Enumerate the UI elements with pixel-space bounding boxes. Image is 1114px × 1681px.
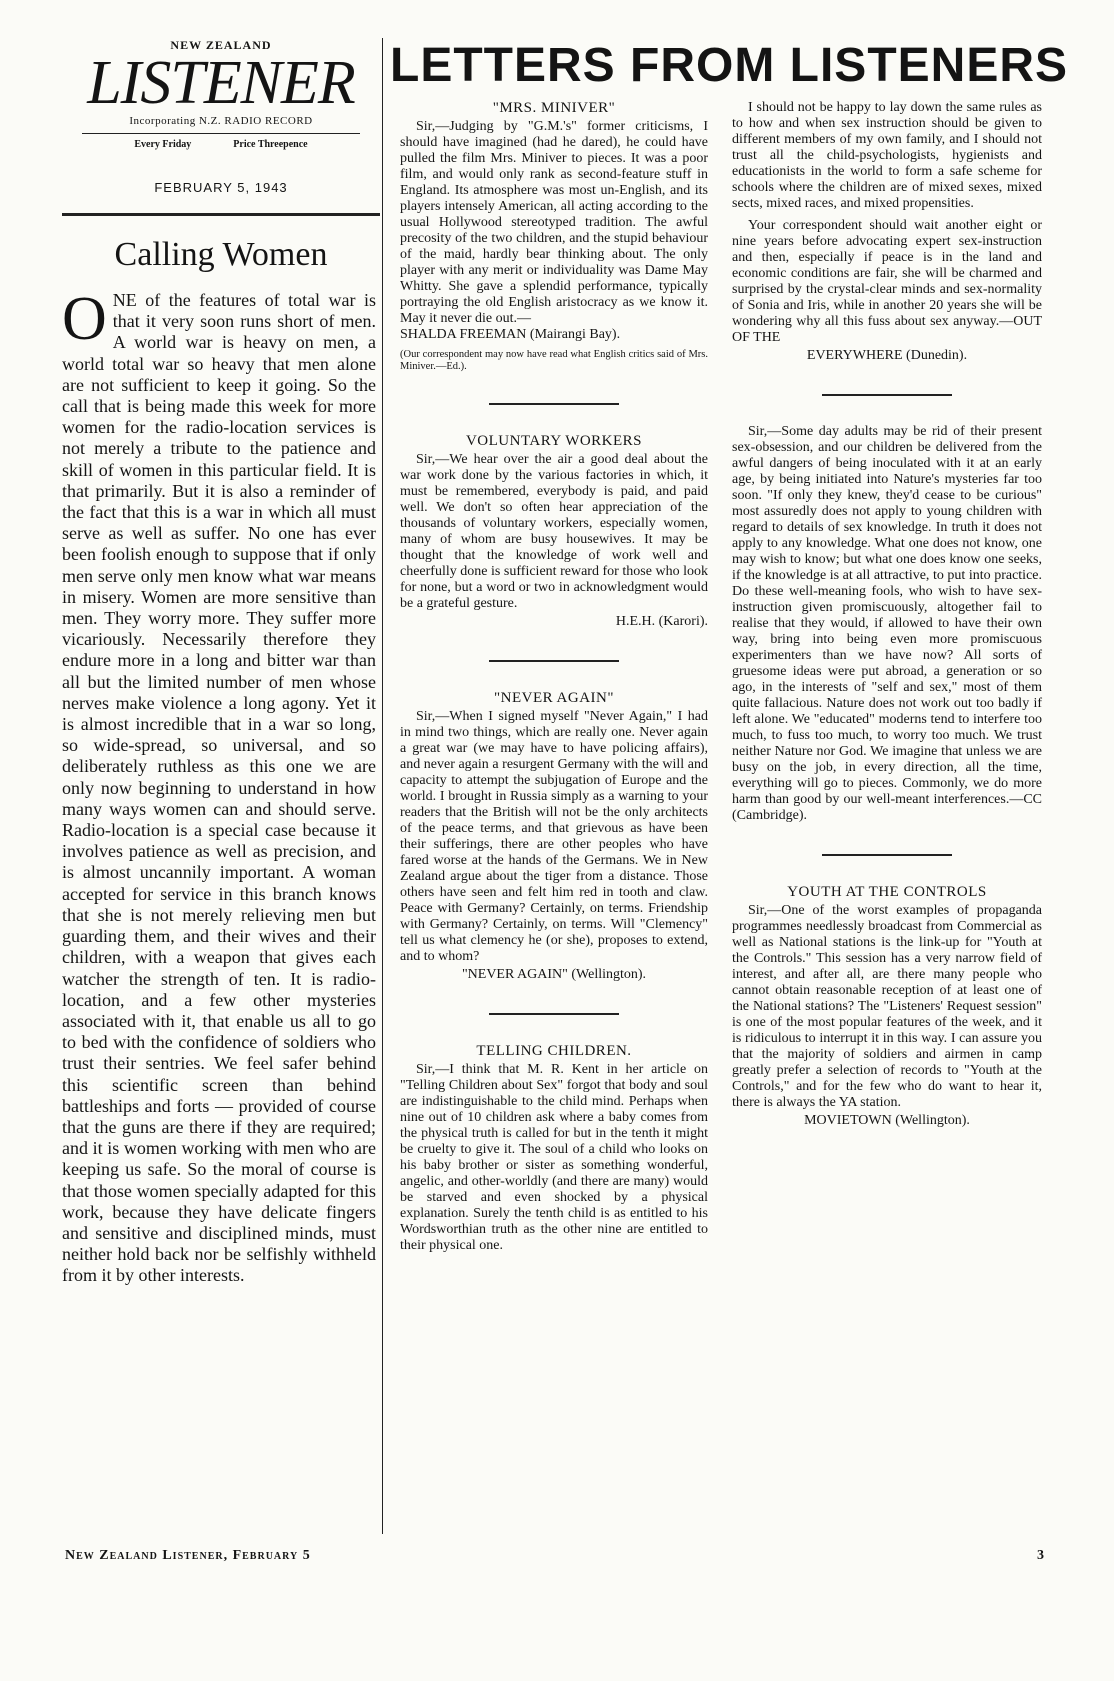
masthead-region: NEW ZEALAND bbox=[170, 38, 272, 52]
footer-publication: New Zealand Listener, February 5 bbox=[65, 1548, 311, 1563]
page-footer bbox=[65, 1548, 1045, 1564]
masthead-frequency: Every Friday bbox=[134, 139, 192, 150]
editor-note-miniver: (Our correspondent may now have read what English critics said of Mrs. Miniver.—Ed.). bbox=[400, 349, 708, 372]
letter-body-miniver: Sir,—Judging by "G.M.'s" former criticisms, I should have imagined (had he dared), he could have pulled the film Mrs. Miniver to pieces. It was a poor film, and would only rank as second-feature stuff in England. Its atmosphere was most un-English, and its players intensely American, all acting according to the usual Hollywood stereotyped tradition. The awful precosity of the two children, and the stupid behaviour of the maid, hardly bear thinking about. The only player with any merit or individuality was Dame May Whitty. She gave a splendid performance, typically portraying the old English aristocracy as we know it. May it never die out.— bbox=[400, 119, 708, 326]
column-divider bbox=[382, 38, 383, 1534]
letters-column-middle bbox=[400, 100, 708, 1254]
letter-title-telling: TELLING CHILDREN. bbox=[476, 1043, 632, 1059]
letter-para2-telling: I should not be happy to lay down the same rules as to how and when sex instruction should be given to different members of my own family, and I should not trust all the child-psychologists, hygienists and educationists in the world to form a safe scheme for schools where the children are of mixed sexes, mixed sects, mixed races, and mixed propensities. bbox=[732, 100, 1042, 211]
masthead-title: LISTENER bbox=[87, 49, 355, 117]
letter-body-youth: Sir,—One of the worst examples of propaganda programmes needlessly broadcast from Commercial as well as National stations is the link-up for "Youth at the Controls." This session has a very narrow field of interest, and after all, are there many people who cannot obtain reasonable reception of at least one of the National stations? The "Listeners' Request session" is one of the most popular features of the week, and it is ridiculous to interrupt it in this way. I can assure you that the majority of soldiers and airmen in camp greatly prefer a selection of records to "Youth at the Controls," and for the few who do want to hear it, there is always the YA station. bbox=[732, 903, 1042, 1110]
section-rule bbox=[489, 403, 619, 405]
letter-signature-youth: MOVIETOWN (Wellington). bbox=[804, 1113, 970, 1128]
masthead-rule bbox=[62, 213, 380, 216]
letter-title-never-again: "NEVER AGAIN" bbox=[494, 690, 614, 706]
editorial-text: NE of the features of total war is that it very soon runs short of men. A world war is heavy on men, a world total war so heavy that men alone are not sufficient to keep it going. So the call that is being made this week for more women for the radio-location services is not merely a tribute to the patience and skill of women in this particular field. It is that primarily. But it is also a reminder of the fact that this is a war in which all must serve as well as suffer. No one has ever been foolish enough to suppose that if only men serve only men know what war means in misery. Women are more sensitive than men. They worry more. They suffer more vicariously. Necessarily therefore they endure more in a long and bitter war than all but the limited number of men whose nerves make violence a long agony. Yet it is almost incredible that in a war so long, so wide-spread, so universal, and so deliberately ruthless as this one we are only now beginning to understand in how many ways women can and should serve. Radio-location is a special case because it involves patience as well as precision, and is almost uncannily important. A woman accepted for service in this branch knows that she is not merely relieving men but guarding them, and their wives and their children, with a weapon that gives each watcher the strength of ten. It is radio-location, and a few other mysteries associated with it, that enable us all to go to bed with the confidence of soldiers who trust their sentries. We feel safer behind this scientific screen than behind battleships and forts — provided of course that the guns are there if they are required; and it is women working with men who are keeping us safe. So the moral of course is that those women specially adapted for this work, because they have delicate fingers and sensitive and disciplined minds, must neither hold back nor be selfishly withheld from it by other interests. bbox=[62, 290, 376, 1286]
letter-title-miniver: "MRS. MINIVER" bbox=[492, 100, 616, 116]
masthead-info-row bbox=[82, 133, 360, 150]
letter-signature-voluntary: H.E.H. (Karori). bbox=[615, 614, 708, 629]
section-rule bbox=[489, 660, 619, 662]
letter-para3-telling: Your correspondent should wait another eight or nine years before advocating expert sex-instruction and then, especially if peace is in the land and economic conditions are fair, she will be charmed and surprised by the crystal-clear minds and sex-normality of Sonia and Iris, while in another 20 years she will be wondering why all this fuss about sex anyway.—OUT OF THE bbox=[732, 218, 1042, 345]
letter-signature-miniver: SHALDA FREEMAN (Mairangi Bay). bbox=[400, 327, 621, 342]
masthead bbox=[62, 38, 380, 274]
section-rule bbox=[822, 854, 952, 856]
editorial-heading: Calling Women bbox=[114, 236, 328, 273]
section-rule bbox=[822, 394, 952, 396]
masthead-incorporating: Incorporating N.Z. RADIO RECORD bbox=[129, 115, 313, 127]
drop-cap: O bbox=[62, 285, 107, 353]
letter-body-telling: Sir,—I think that M. R. Kent in her article on "Telling Children about Sex" forgot that body and soul are indistinguishable to the child mind. Perhaps when nine out of 10 children ask where a baby comes from the physical truth is called for but in the tenth it might be cruelty to give it. The soul of a child who looks on his baby brother or sister as something wonderful, angelic, and other-worldly (and there are many) would be starved and even shocked by a physical explanation. Surely the tenth child is as entitled to his Wordsworthian truth as the other nine are entitled to their physical one. bbox=[400, 1062, 708, 1253]
letters-column-right bbox=[732, 100, 1042, 1129]
letter-signature-never-again: "NEVER AGAIN" (Wellington). bbox=[461, 967, 647, 982]
section-banner: LETTERS FROM LISTENERS bbox=[390, 39, 1069, 92]
letter-body-voluntary: Sir,—We hear over the air a good deal about the war work done by the various factories in which, it must be remembered, everybody is paid, and paid well. We don't so often hear appreciation of the thousands of voluntary workers, especially women, many of whom are busy housewives. It may be thought that the knowledge of work well and cheerfully done is sufficient reward for those who look for none, but a word or two in acknowledgment would be a grateful gesture. bbox=[400, 452, 708, 611]
editorial-body bbox=[62, 285, 376, 1287]
letter-title-youth: YOUTH AT THE CONTROLS bbox=[787, 884, 987, 900]
page-number: 3 bbox=[1037, 1548, 1045, 1563]
section-rule bbox=[489, 1013, 619, 1015]
letter-title-voluntary: VOLUNTARY WORKERS bbox=[465, 433, 643, 449]
letter-signature-telling: EVERYWHERE (Dunedin). bbox=[806, 348, 968, 363]
letter-body-never-again: Sir,—When I signed myself "Never Again," I had in mind two things, which are really one. Never again a great war (we may have to have policing affairs), and never again a resurgent Germany with the will and capacity to attempt the subjugation of Europe and the world. I brought in Russia simply as a warning to your readers that the British will not be the only architects of the peace terms, and that grievous as have been their sufferings, there are other peoples who have fared worse at the hands of the Germans. We in New Zealand argue about the tiger from a distance. Those others have seen and felt him red in tooth and claw. Peace with Germany? Certainly, on terms. Friendship with Germany? Certainly, on terms. Will "Clemency" tell us what clemency he (or she), proposes to extend, and to whom? bbox=[400, 709, 708, 964]
masthead-price: Price Threepence bbox=[233, 139, 308, 150]
letter-body-obsession: Sir,—Some day adults may be rid of their present sex-obsession, and our children be delivered from the awful dangers of being inoculated with it at an early age, by being initiated into Nature's mysteries far too soon. "If only they knew, they'd cease to be curious" most assuredly does not apply to young children with regard to details of sex knowledge. In truth it does not apply to any knowledge. What one does not know, one may wish to know; but what one does know one seeks, if the knowledge is at all attractive, to put into practice. Do these well-meaning fools, who wish to have sex-instruction given promiscuously, altogether fail to realise that they would, if allowed to have their own way, bring into being even more promiscuous experimenters than we have now? All sorts of gruesome ideas were put abroad, a generation or so ago, in the interests of "self and sex," most of them quite fallacious. Nature does not work out too badly if left alone. We "educated" moderns tend to interfere too much, to fuss too much, to worry too much. We trust neither Nature nor God. We imagine that unless we are busy on the job, in every direction, all the time, everything will go to pieces. Commonly, we do more harm than good by our well-meant interferences.—CC (Cambridge). bbox=[732, 424, 1042, 823]
issue-date: FEBRUARY 5, 1943 bbox=[154, 180, 288, 195]
